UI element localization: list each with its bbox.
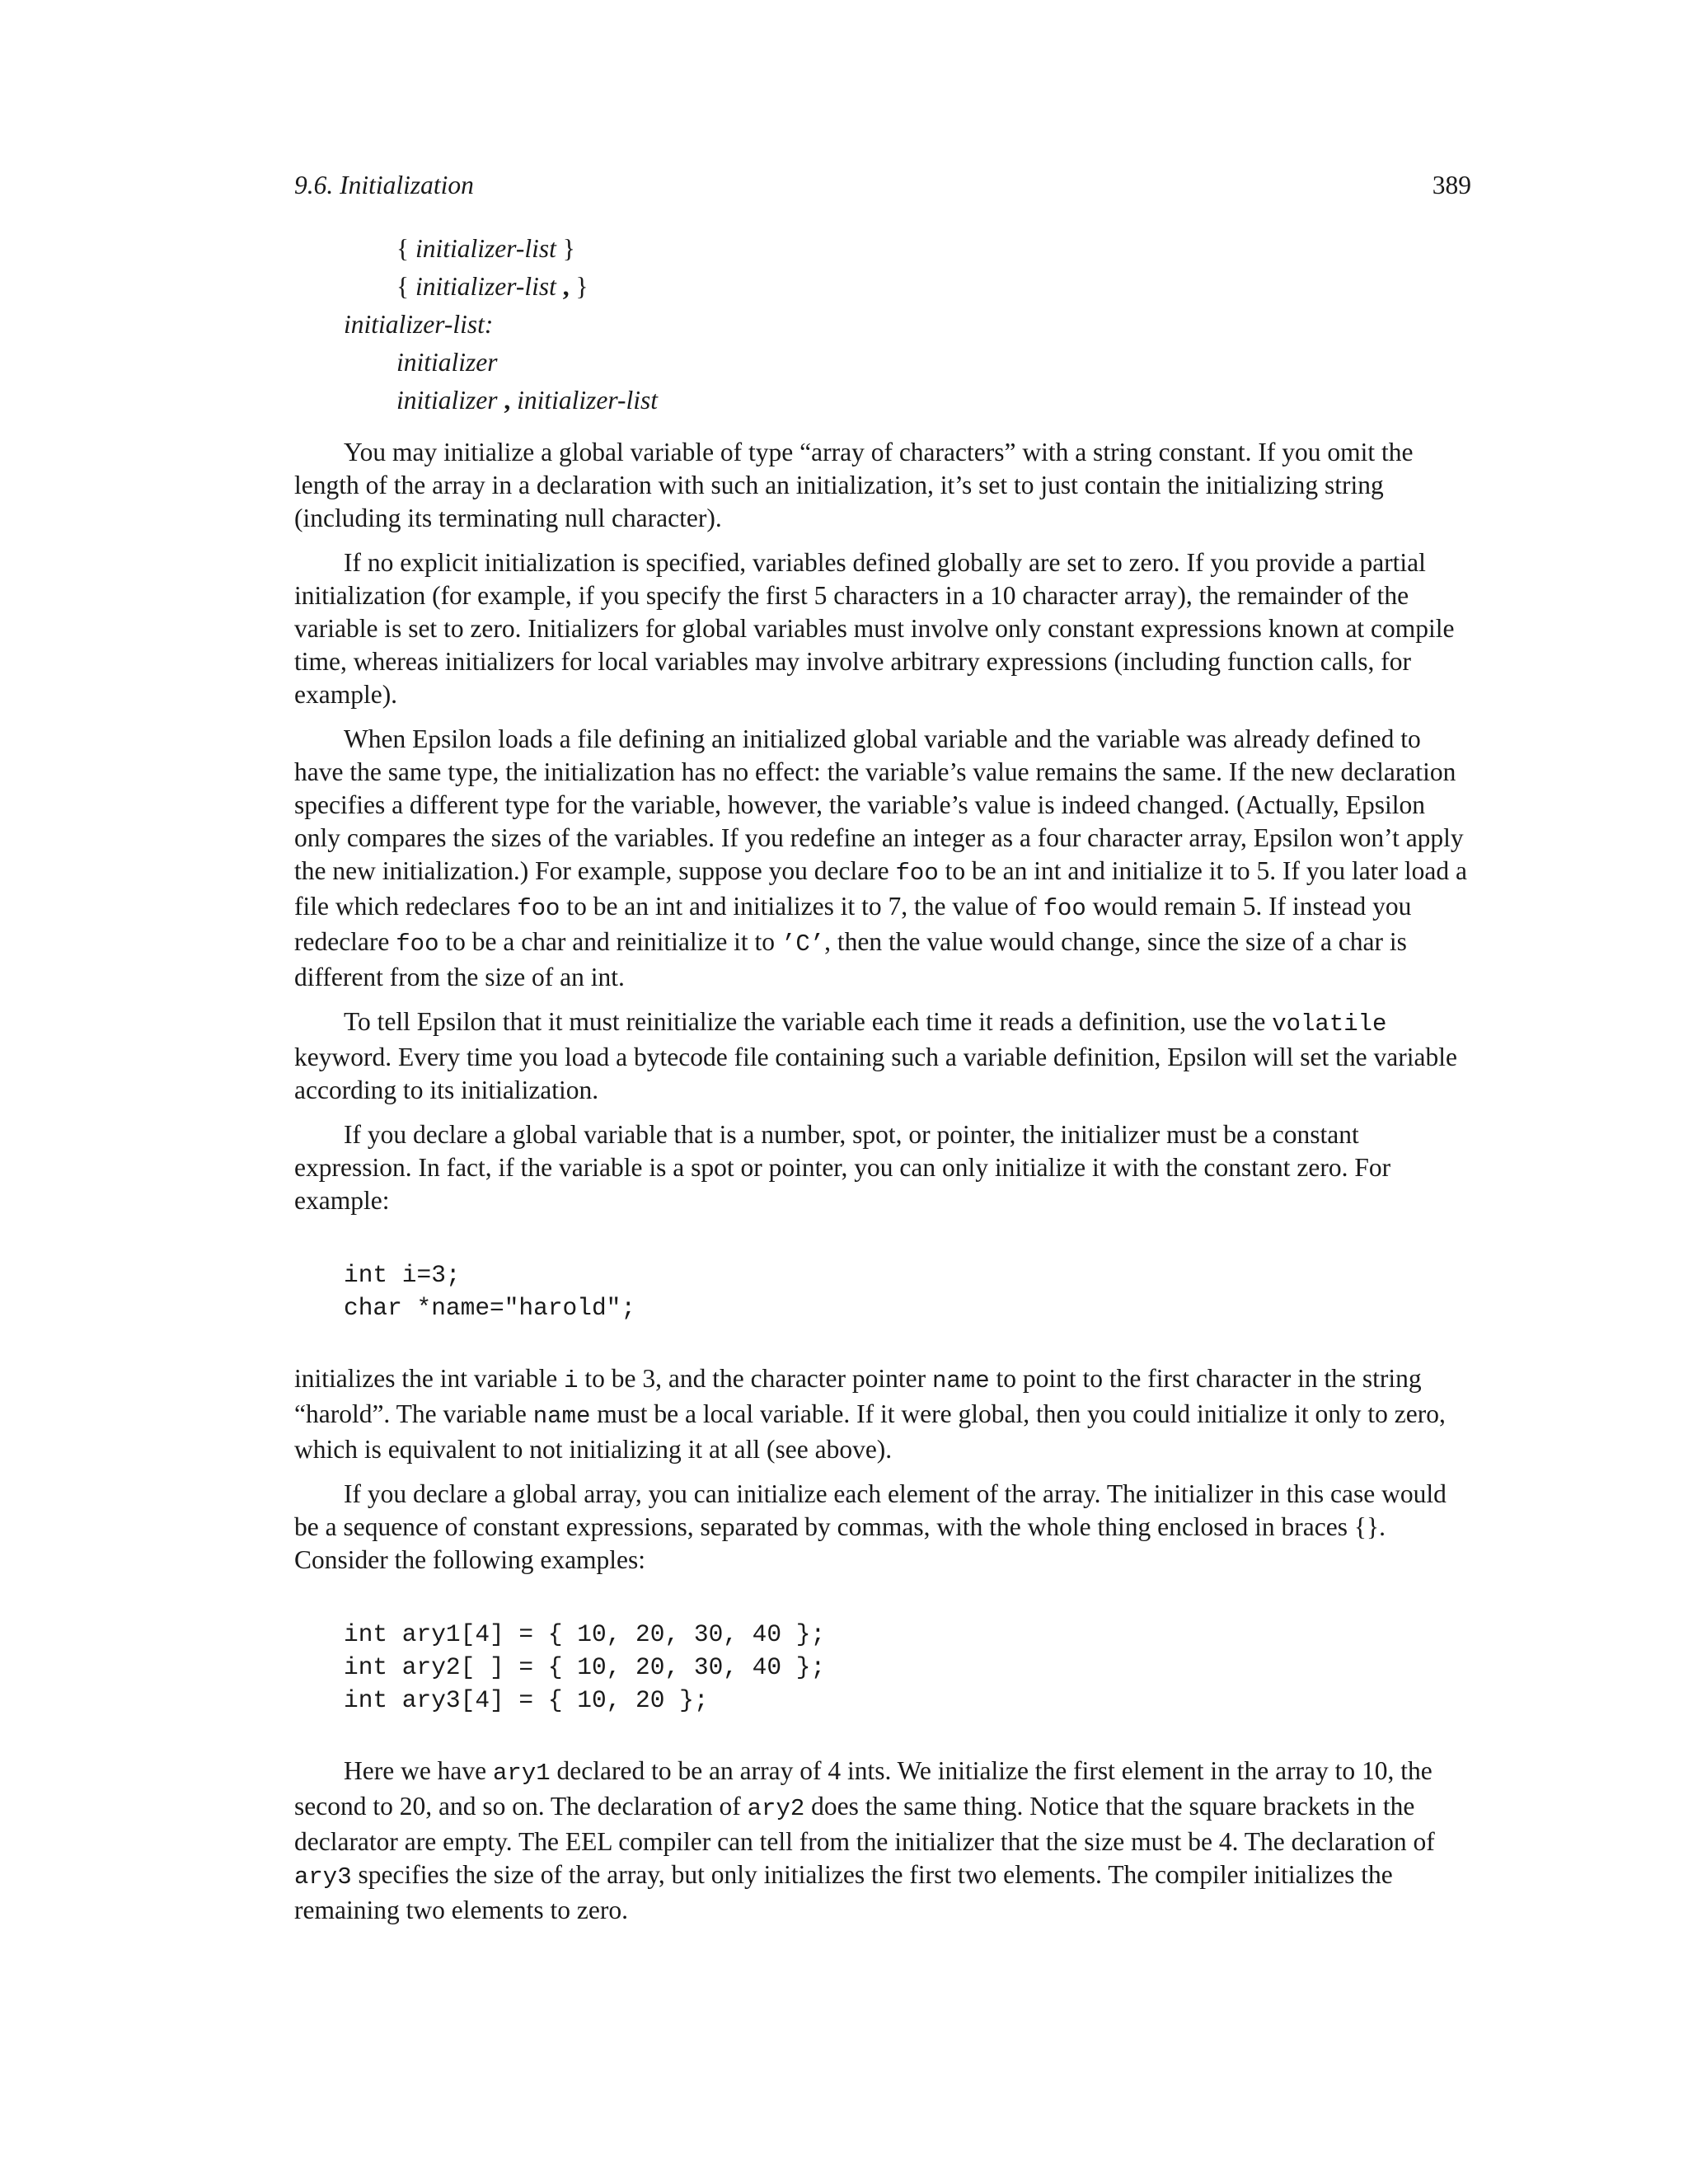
inline-code: ’C’ [781, 930, 825, 958]
code-block-1 [294, 1258, 1471, 1324]
paragraph-7: If you declare a global array, you can initialize each element of the array. The initializer in this case would be a sequence of constant expressions, separated by commas, with the whole thing enclosed in braces {}. Consider the following examples: [294, 1479, 1447, 1574]
paragraph-6: initializes the int variable i to be 3, and the character pointer name to point to the first character in the string “harold”. The variable name must be a local variable. If it were global, then you could initialize it only to zero, which is equivalent to not initializing it at all (see above). [294, 1364, 1446, 1464]
grammar-term: initializer [396, 386, 498, 415]
code-line: int ary2[ ] = { 10, 20, 30, 40 }; [344, 1653, 826, 1681]
code-line: int i=3; [344, 1261, 461, 1289]
section-title: 9.6. Initialization [294, 171, 474, 199]
inline-code: foo [396, 930, 439, 958]
code-line: int ary1[4] = { 10, 20, 30, 40 }; [344, 1620, 826, 1648]
inline-code: foo [1043, 895, 1086, 922]
page-number: 389 [1432, 171, 1471, 199]
inline-code: ary2 [747, 1795, 805, 1822]
code-block-2 [294, 1618, 1471, 1717]
paragraph-8: Here we have ary1 declared to be an array of 4 ints. We initialize the first element in the array to 10, the second to 20, and so on. The declaration of ary2 does the same thing. Notice that the square brackets in the declarator are empty. The EEL compiler can tell from the initializer that the size must be 4. The declaration of ary3 specifies the size of the array, but only initializes the first two elements. The compiler initializes the remaining two elements to zero. [294, 1756, 1435, 1924]
grammar-block [294, 230, 1471, 419]
grammar-line-2: { initializer-list , } [396, 272, 588, 301]
paragraph-5: If you declare a global variable that is a number, spot, or pointer, the initializer must be a constant expression. In fact, if the variable is a spot or pointer, you can only initialize it with the constant zero. For example: [294, 1120, 1391, 1215]
inline-code: foo [517, 895, 560, 922]
inline-code: name [931, 1367, 990, 1394]
grammar-term: initializer-list [517, 386, 659, 415]
grammar-line-3: initializer [396, 348, 498, 377]
inline-code: ary3 [294, 1863, 352, 1891]
inline-code: volatile [1272, 1010, 1387, 1038]
inline-code: foo [895, 860, 939, 887]
grammar-term: initializer-list [415, 272, 556, 301]
inline-code: i [564, 1367, 579, 1394]
paragraph-4: To tell Epsilon that it must reinitialize the variable each time it reads a definition, use the volatile keyword. Every time you load a bytecode file containing such a variable definition, Epsilon will set the variable according to its initialization. [294, 1007, 1457, 1104]
page [294, 169, 1471, 1938]
code-line: char *name="harold"; [344, 1294, 636, 1322]
paragraph-3: When Epsilon loads a file defining an initialized global variable and the variable was already defined to have the same type, the initialization has no effect: the variable’s value remains the same. If the new declaration specifies a different type for the variable, however, the variable’s value is indeed changed. (Actually, Epsilon only compares the sizes of the variables. If you redefine an integer as a four character array, Epsilon won’t apply the new initialization.) For example, suppose you declare foo to be an int and initialize it to 5. If you later load a file which redeclares foo to be an int and initializes it to 7, the value of foo would remain 5. If instead you redeclare foo to be a char and reinitialize it to ’C’, then the value would change, since the size of a char is different from the size of an int. [294, 724, 1467, 991]
inline-code: ary1 [493, 1760, 551, 1787]
running-header [294, 169, 1471, 202]
paragraph-1: You may initialize a global variable of type “array of characters” with a string constant. If you omit the length of the array in a declaration with such an initialization, it’s set to just contain the initializing string (including its terminating null character). [294, 438, 1414, 532]
grammar-heading: initializer-list: [344, 310, 494, 339]
code-line: int ary3[4] = { 10, 20 }; [344, 1686, 709, 1714]
inline-code: name [532, 1403, 591, 1430]
grammar-term: initializer-list [415, 234, 556, 263]
grammar-line-1: { initializer-list } [396, 234, 575, 263]
paragraph-2: If no explicit initialization is specified, variables defined globally are set to zero. If you provide a partial initialization (for example, if you specify the first 5 characters in a 10 character array), the remainder of the variable is set to zero. Initializers for global variables must involve only constant expressions known at compile time, whereas initializers for local variables may involve arbitrary expressions (including function calls, for example). [294, 548, 1455, 709]
grammar-line-4: initializer , initializer-list [396, 386, 659, 415]
